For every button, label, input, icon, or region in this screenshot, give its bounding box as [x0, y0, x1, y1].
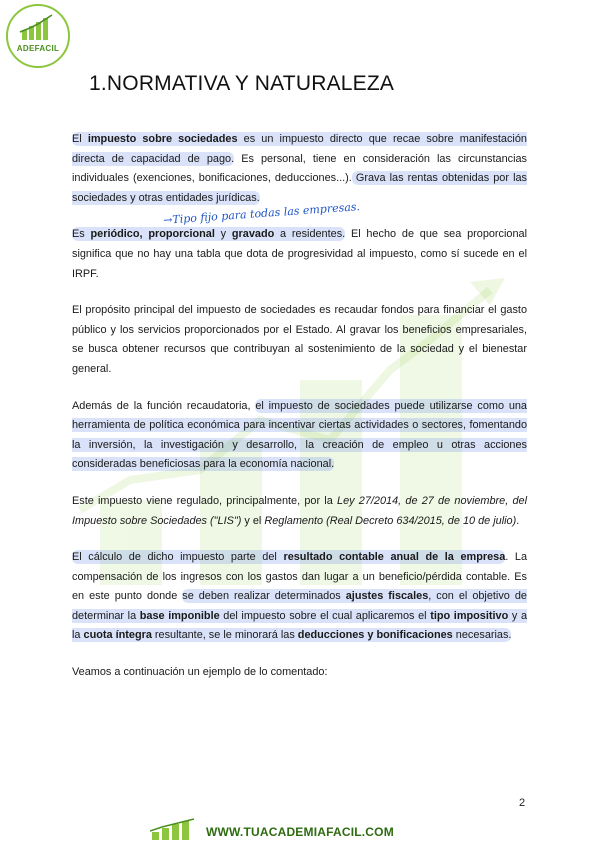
page-number: 2: [519, 797, 526, 809]
footer-chart-icon: [150, 818, 202, 840]
logo-text: ADEFACIL: [16, 44, 60, 53]
highlight: Grava las rentas obtenidas por las sociedades y otras entidades jurídicas.: [72, 172, 527, 204]
adefacil-logo: [6, 4, 70, 68]
paragraph-2: Es periódico, proporcional y gravado a residentes. El hecho de que sea proporcional significa que no hay una tabla que dota de progresividad al impuesto, como sí sucede en el IRPF.: [72, 228, 528, 280]
paragraph-3: El propósito principal del impuesto de sociedades es recaudar fondos para financiar el gasto público y los servicios proporcionados por el Estado. Al gravar los beneficios empresariales, se busca obtener recursos que contribuyan al sostenimiento de la sociedad y el bienestar general.: [72, 304, 527, 375]
page-title: 1.NORMATIVA Y NATURALEZA: [89, 72, 395, 95]
paragraph-1: El impuesto sobre sociedades es un impuesto directo que recae sobre manifestación directa de capacidad de pago. Es personal, tiene en consideración las circunstancias individuales (exenciones, bonificaciones, deducciones...). Grava las rentas obtenidas por las sociedades y otras entidades jurídicas.: [72, 133, 527, 204]
paragraph-4: Además de la función recaudatoria, el impuesto de sociedades puede utilizarse como una herramienta de política económica para incentivar ciertas actividades o sectores, fomentando la inversión, la investigación y desarrollo, la creación de empleo u otras acciones consideradas beneficiosas para la economía nacional.: [72, 399, 527, 471]
footer-website-link[interactable]: WWW.TUACADEMIAFACIL.COM: [206, 825, 394, 839]
paragraph-7: Veamos a continuación un ejemplo de lo comentado:: [72, 666, 328, 679]
highlight: El impuesto sobre sociedades es un impuesto directo que recae sobre manifestación directa de capacidad de pago.: [72, 133, 527, 165]
paragraph-6: El cálculo de dicho impuesto parte del resultado contable anual de la empresa. La compensación de los ingresos con los gastos dan lugar a un beneficio/pérdida contable. Es en este punto donde se deben realizar determinados ajustes fiscales, con el objetivo de determinar la base imponible del impuesto sobre el cual aplicaremos el tipo impositivo y a la cuota íntegra resultante, se le minorará las deducciones y bonificaciones necesarias.: [72, 551, 528, 642]
paragraph-5: Este impuesto viene regulado, principalmente, por la Ley 27/2014, de 27 de noviembre, del Impuesto sobre Sociedades ("LIS") y el Reglamento (Real Decreto 634/2015, de 10 de julio).: [72, 494, 528, 527]
logo-chart-icon: [8, 6, 68, 66]
highlight: Es periódico, proporcional y gravado a residentes.: [72, 228, 346, 241]
handwritten-annotation: →Tipo fijo para todas las empresas.: [162, 200, 361, 227]
highlight: se deben realizar determinados ajustes fiscales, con el objetivo de determinar la base imponible del impuesto sobre el cual aplicaremos el tipo impositivo y a la cuota íntegra resultante, se le minorará las deducciones y bonificaciones necesarias.: [72, 590, 528, 642]
highlight: El cálculo de dicho impuesto parte del resultado contable anual de la empresa: [72, 551, 506, 564]
highlight: el impuesto de sociedades puede utilizarse como una herramienta de política económica para incentivar ciertas actividades o sectores, fomentando la inversión, la investigación y desarrollo, la creación de empleo u otras acciones consideradas beneficiosas para la economía nacional.: [72, 399, 527, 471]
